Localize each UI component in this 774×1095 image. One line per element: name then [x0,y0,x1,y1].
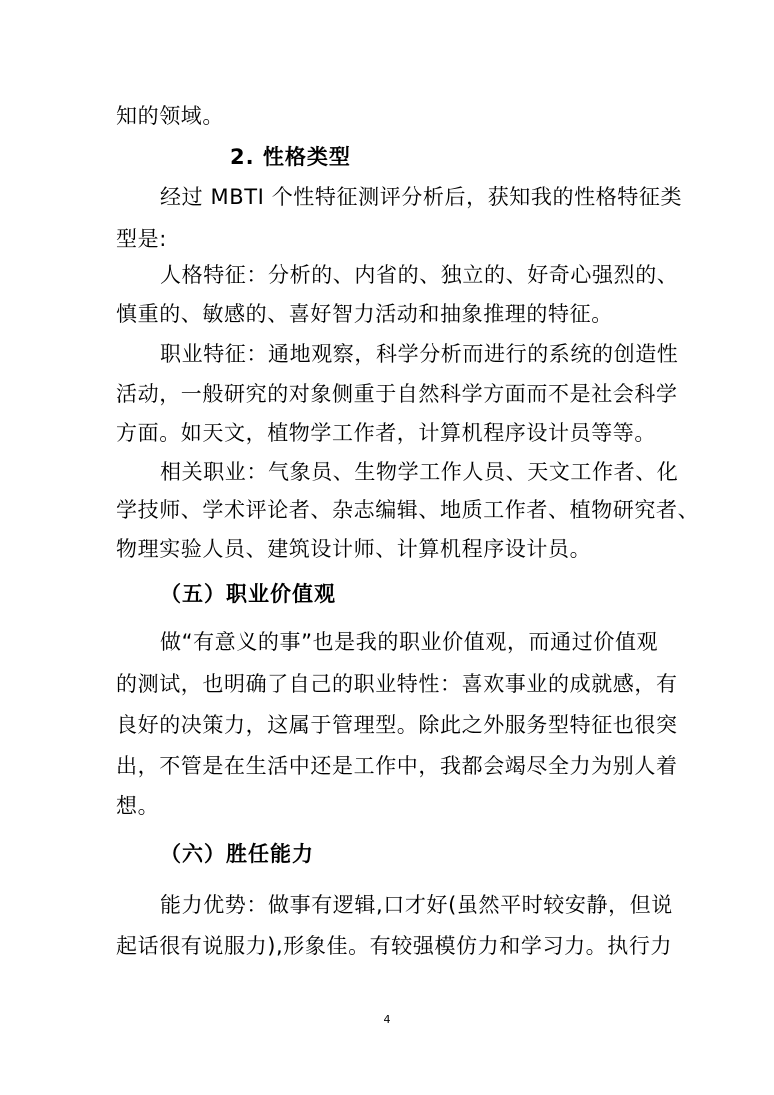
subheading-personality-type: 2. 性格类型 [230,145,351,169]
paragraph-line: 慎重的、敏感的、喜好智力活动和抽象推理的特征。 [116,302,613,326]
paragraph-line: 想。 [116,794,160,818]
paragraph-line: 相关职业：气象员、生物学工作人员、天文工作者、化 [160,460,679,484]
paragraph-line: 做“有意义的事”也是我的职业价值观，而通过价值观 [160,630,659,654]
paragraph-line: 职业特征：通地观察，科学分析而进行的系统的创造性 [160,342,679,366]
page-number: 4 [383,1013,391,1026]
paragraph-line: 人格特征：分析的、内省的、独立的、好奇心强烈的、 [160,263,679,287]
paragraph-line: 出，不管是在生活中还是工作中，我都会竭尽全力为别人着 [116,754,678,778]
paragraph-line: 型是: [116,227,167,251]
section-heading-career-values: （五）职业价值观 [160,582,336,606]
paragraph-line: 良好的决策力，这属于管理型。除此之外服务型特征也很突 [116,713,678,737]
paragraph-line: 活动，一般研究的对象侧重于自然科学方面而不是社会科学 [116,382,678,406]
section-heading-competency: （六）胜任能力 [160,842,314,866]
paragraph-line: 经过 MBTI 个性特征测评分析后，获知我的性格特征类 [160,185,683,209]
paragraph-line: 方面。如天文，植物学工作者，计算机程序设计员等等。 [116,421,656,445]
paragraph-line: 学技师、学术评论者、杂志编辑、地质工作者、植物研究者、 [116,498,700,522]
text-line-continuation: 知的领域。 [116,104,224,128]
paragraph-line: 的测试，也明确了自己的职业特性：喜欢事业的成就感，有 [116,672,678,696]
paragraph-line: 物理实验人员、建筑设计师、计算机程序设计员。 [116,537,592,561]
paragraph-line: 能力优势：做事有逻辑,口才好(虽然平时较安静，但说 [160,893,673,917]
paragraph-line: 起话很有说服力),形象佳。有较强模仿力和学习力。执行力 [116,934,673,958]
